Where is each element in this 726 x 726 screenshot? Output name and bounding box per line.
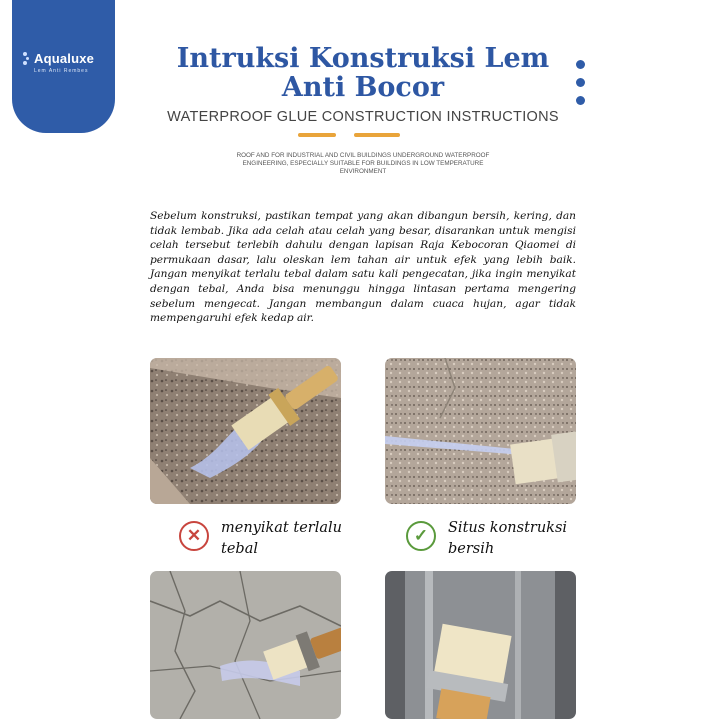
page-title: Intruksi Konstruksi Lem Anti Bocor (176, 43, 550, 103)
cross-icon: ✕ (179, 521, 209, 551)
status-wrong (179, 518, 345, 560)
status-correct-label: Situs konstruksi bersih (448, 520, 568, 557)
brand-logo-tab (12, 0, 115, 133)
check-icon: ✓ (406, 521, 436, 551)
status-wrong-label: menyikat terlalu tebal (221, 520, 342, 557)
photo-thick-brushing (150, 358, 341, 504)
photo-cracked-surface (150, 571, 341, 719)
photo-brush-metal (385, 571, 576, 719)
status-correct (406, 518, 572, 560)
instruction-paragraph: Sebelum konstruksi, pastikan tempat yang akan dibangun bersih, kering, dan tidak lembab. Jika ada celah atau celah yang besar, disarankan untuk mengisi celah tersebut terlebih dahulu dengan lapisan Raja Kebocoran Qiaomei di permukaan dasar, lalu oleskan lem tahan air untuk efek yang lebih baik. Jangan menyikat terlalu tebal dalam satu kali pengecatan, jika ingin menyikat dengan tebal, Anda bisa menunggu hingga lintasan pertama mengering sebelum mengecat. Jangan membangun dalam cuaca hujan, agar tidak mempengaruhi efek kedap air. (150, 210, 576, 325)
header-tagline: ROOF AND FOR INDUSTRIAL AND CIVIL BUILDINGS UNDERGROUND WATERPROOF ENGINEERING, ESPECIALLY SUITABLE FOR BUILDINGS IN LOW TEMPERATURE ENVIRONMENT (236, 152, 490, 175)
droplet-icon (23, 52, 31, 66)
page-subtitle: WATERPROOF GLUE CONSTRUCTION INSTRUCTIONS (167, 109, 559, 125)
brand-tagline: Lem Anti Rembes (34, 68, 89, 74)
brand-name: Aqualuxe (34, 51, 95, 66)
photo-clean-site (385, 358, 576, 504)
